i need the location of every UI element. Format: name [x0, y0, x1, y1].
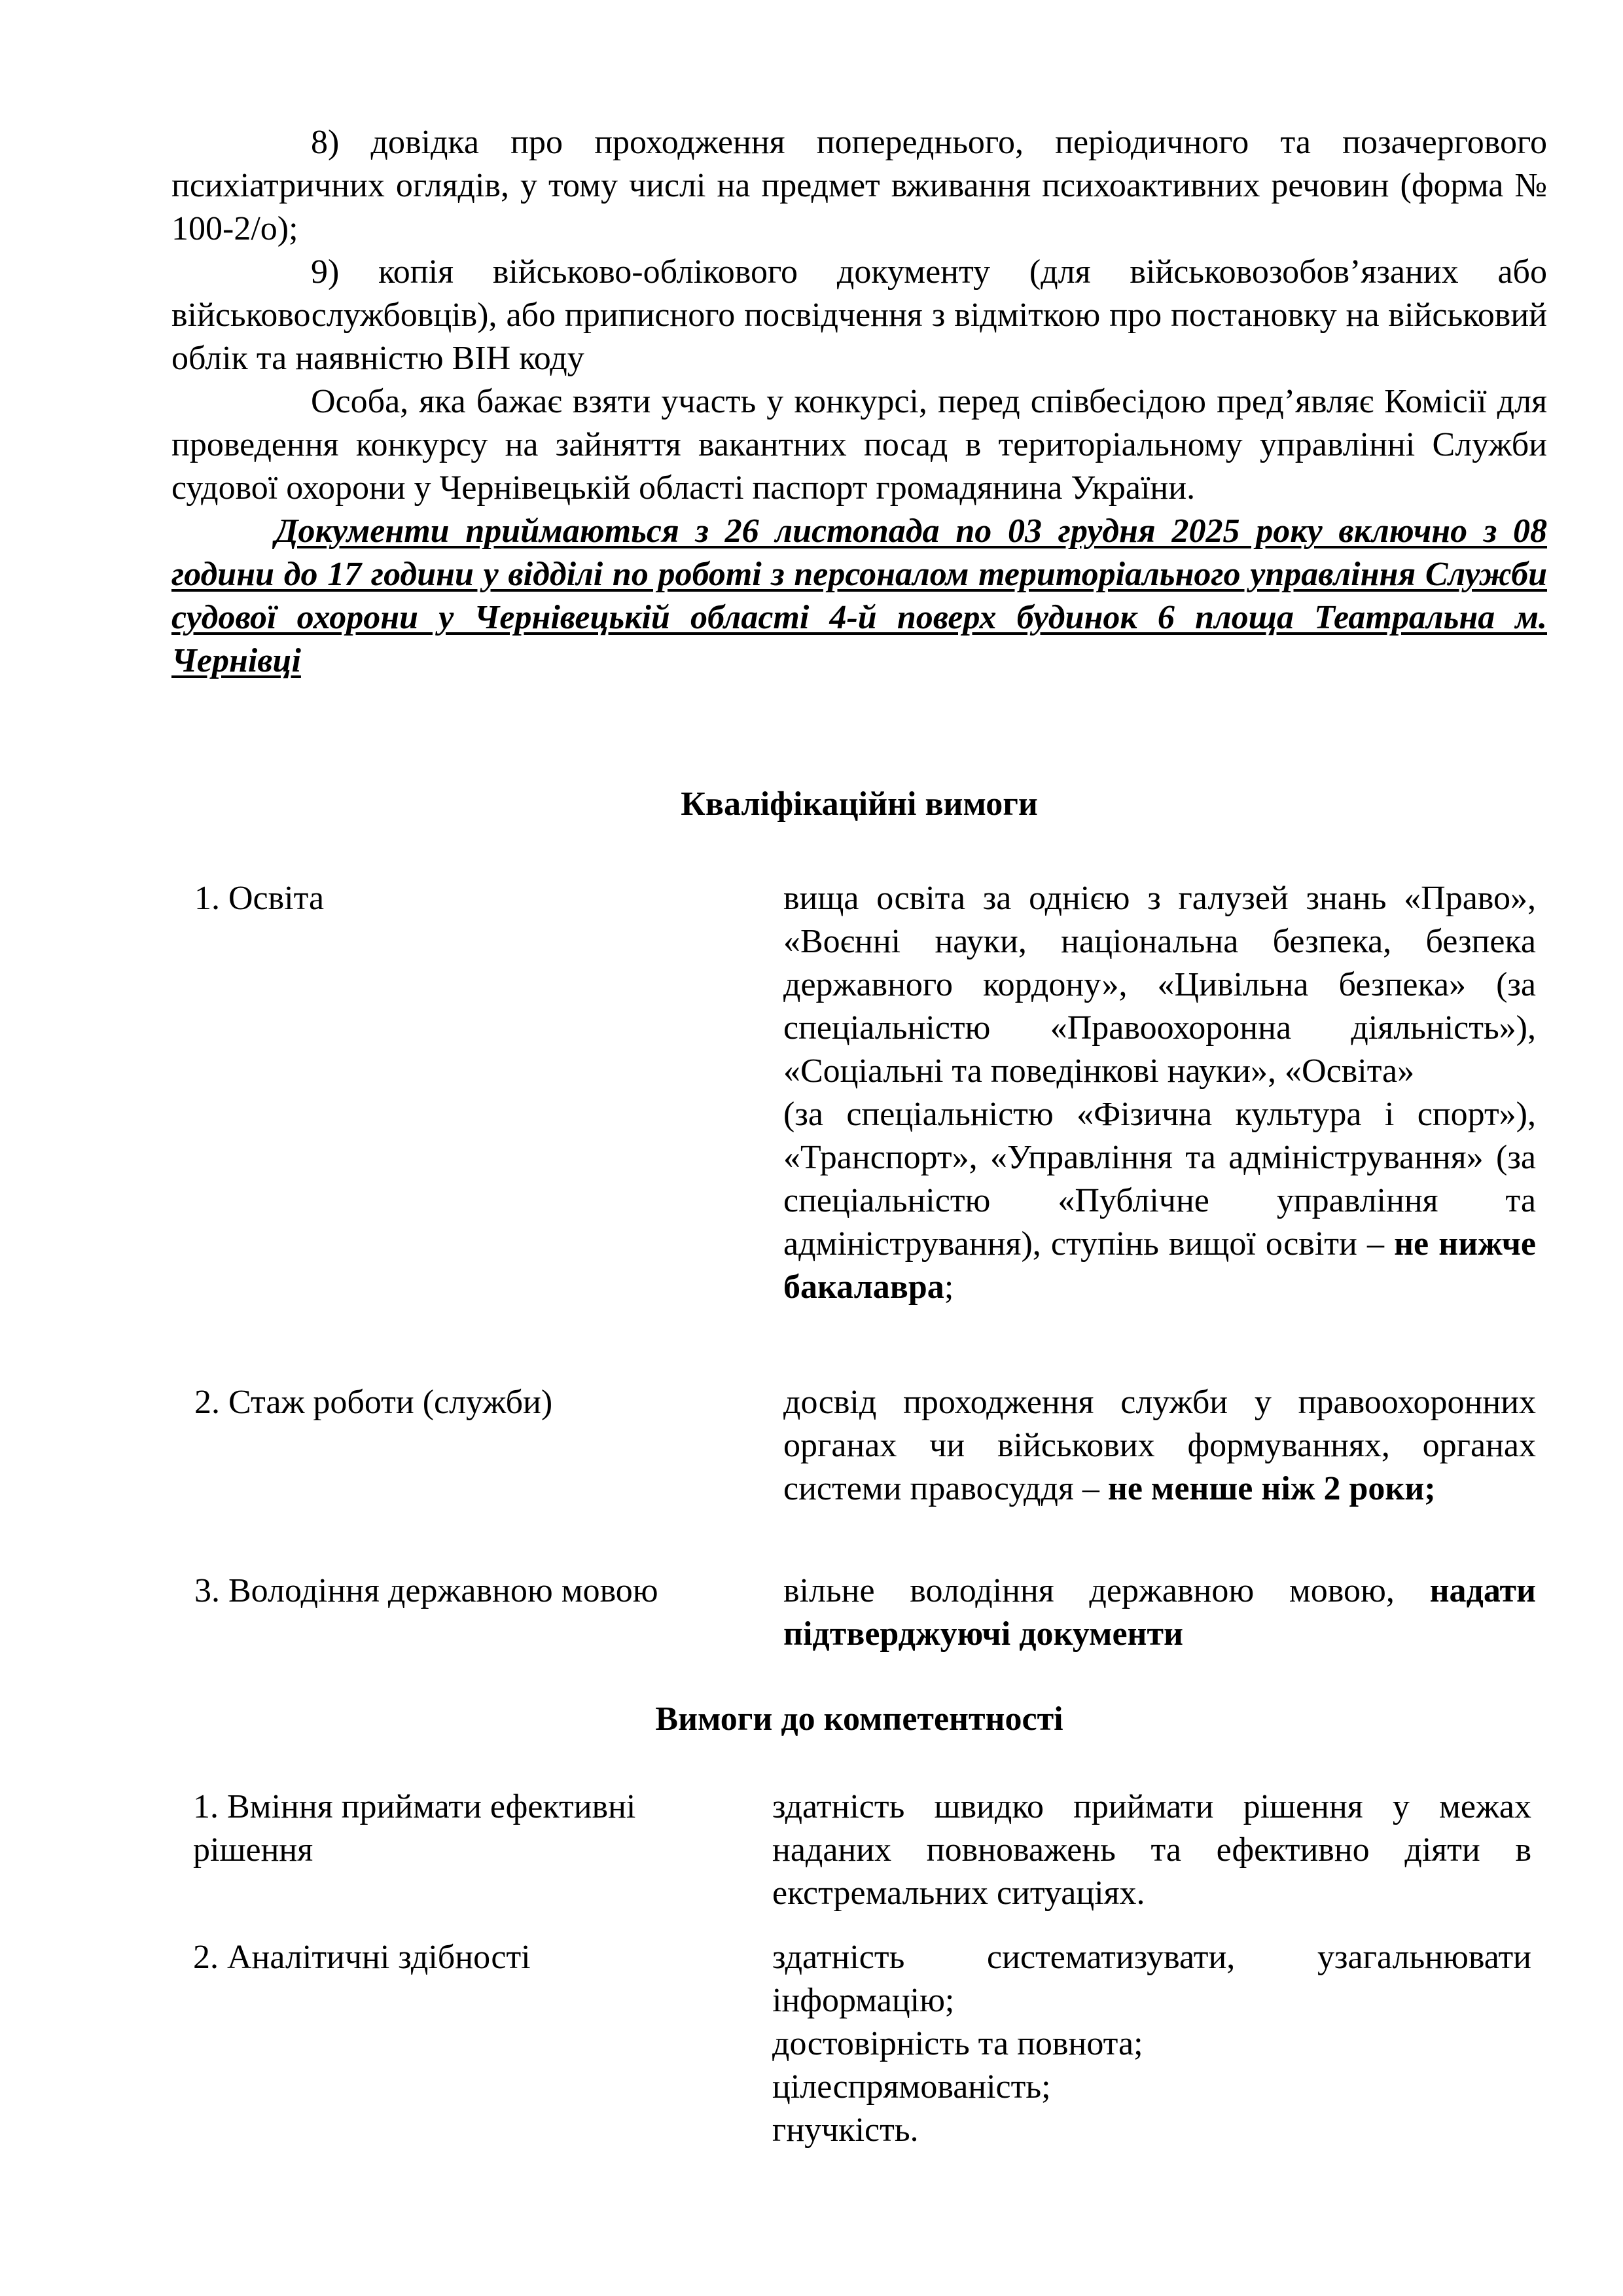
requirement-text-part: (за спеціальністю «Фізична культура і спорт»), «Транспорт», «Управління та адміністрування» (за спеціальністю «Публічне управління та адміністрування), ступінь вищої освіти –: [783, 1096, 1536, 1263]
qualification-heading: Кваліфікаційні вимоги: [681, 785, 1038, 823]
competence-label: 2. Аналітичні здібності: [193, 1939, 531, 1976]
requirement-text: [783, 1381, 1536, 1511]
requirement-label: 2. Стаж роботи (служби): [194, 1384, 553, 1421]
requirement-text: [783, 1570, 1536, 1656]
competence-text: гнучкість.: [772, 2111, 919, 2149]
intro-section: [171, 121, 1547, 683]
requirement-value: [783, 877, 1536, 1309]
requirement-text-tail: ;: [944, 1268, 954, 1306]
requirement-label: 1. Освіта: [194, 880, 325, 917]
competence-text: здатність систематизувати, узагальнювати інформацію;: [772, 1939, 1531, 2019]
requirement-emphasis: не нижче бакалавра: [783, 1225, 1536, 1306]
competence-label: 1. Вміння приймати ефективні рішення: [193, 1788, 636, 1869]
requirement-text-continued: [783, 1093, 1536, 1309]
requirement-label: 3. Володіння державною мовою: [194, 1572, 658, 1609]
list-item-9: 9) копія військово-облікового документу (для військовозобов’язаних або військовослужбовців), або приписного посвідчення з відміткою про постановку на військовий облік та наявністю ВІН коду: [171, 253, 1547, 377]
deadline-notice: Документи приймаються з 26 листопада по 03 грудня 2025 року включно з 08 години до 17 години у відділі по роботі з персоналом територіального управління Служби судової охорони у Чернівецькій області 4-й поверх будинок 6 площа Театральна м. Чернівці: [171, 512, 1547, 679]
competence-text: достовірність та повнота;: [772, 2025, 1143, 2062]
requirement-emphasis: надати підтверджуючі документи: [783, 1572, 1536, 1653]
passport-note: Особа, яка бажає взяти участь у конкурсі, перед співбесідою пред’являє Комісії для проведення конкурсу на зайняття вакантних посад в територіальному управлінні Служби судової охорони у Чернівецькій області паспорт громадянина України.: [171, 383, 1547, 507]
requirement-text: вища освіта за однією з галузей знань «Право», «Воєнні науки, національна безпека, безпека державного кордону», «Цивільна безпека» (за спеціальністю «Правоохоронна діяльність»), «Соціальні та поведінкові науки», «Освіта»: [783, 880, 1536, 1090]
competence-value: [772, 1785, 1531, 1915]
requirement-text-part: вільне володіння державною мовою,: [783, 1572, 1430, 1609]
requirement-value: [783, 1381, 1536, 1511]
requirement-emphasis: не менше ніж 2 роки;: [1107, 1470, 1436, 1507]
competence-value: [772, 1936, 1531, 2152]
competence-text: цілеспрямованість;: [772, 2068, 1051, 2106]
competence-text: здатність швидко приймати рішення у межах наданих повноважень та ефективно діяти в екстремальних ситуаціях.: [772, 1788, 1531, 1912]
requirement-text-part: досвід проходження служби у правоохоронних органах чи військових формуваннях, органах системи правосуддя –: [783, 1384, 1536, 1507]
requirement-value: [783, 1570, 1536, 1656]
competence-heading: Вимоги до компетентності: [655, 1700, 1063, 1738]
list-item-8: 8) довідка про проходження попереднього, періодичного та позачергового психіатричних оглядів, у тому числі на предмет вживання психоактивних речовин (форма № 100-2/о);: [171, 124, 1547, 247]
